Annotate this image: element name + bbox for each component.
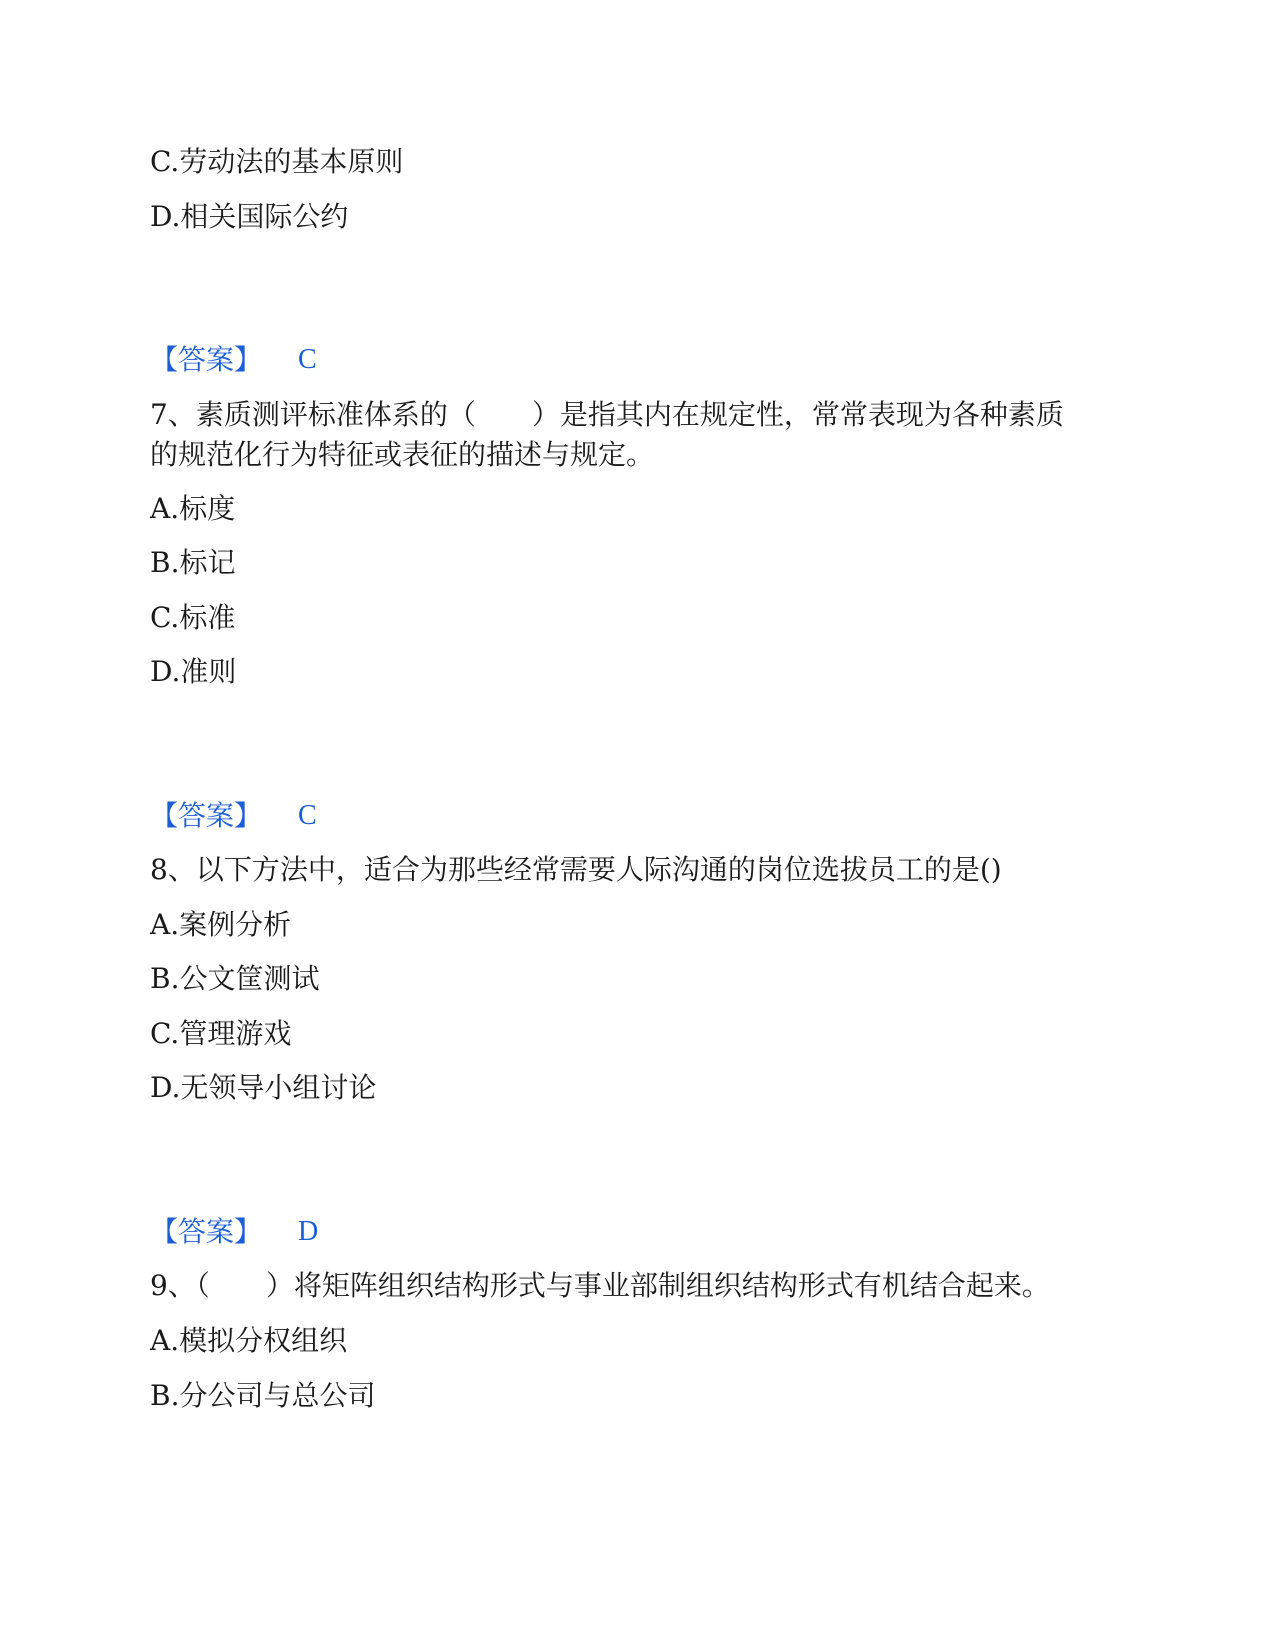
q7-stem-line2: 的规范化行为特征或表征的描述与规定。 bbox=[150, 438, 655, 471]
answer-value: D bbox=[298, 1216, 319, 1247]
answer-label: 【答案】 bbox=[150, 1215, 263, 1248]
q6-option-c: C.劳动法的基本原则 bbox=[150, 145, 404, 178]
q7-stem-line1: 7、素质测评标准体系的（ ）是指其内在规定性，常常表现为各种素质 bbox=[150, 398, 1064, 431]
q8-option-a: A.案例分析 bbox=[150, 908, 292, 941]
q7-answer bbox=[150, 794, 317, 838]
q7-option-d: D.准则 bbox=[150, 655, 237, 688]
answer-value: C bbox=[298, 344, 317, 375]
answer-label: 【答案】 bbox=[150, 343, 263, 376]
q9-option-b: B.分公司与总公司 bbox=[150, 1379, 376, 1412]
q9-option-a: A.模拟分权组织 bbox=[150, 1324, 348, 1357]
q8-option-b: B.公文筐测试 bbox=[150, 962, 320, 995]
q8-answer bbox=[150, 1210, 319, 1254]
q8-stem: 8、以下方法中，适合为那些经常需要人际沟通的岗位选拔员工的是() bbox=[150, 853, 1002, 886]
q8-option-d: D.无领导小组讨论 bbox=[150, 1071, 377, 1104]
q7-option-a: A.标度 bbox=[150, 492, 236, 525]
q8-option-c: C.管理游戏 bbox=[150, 1017, 292, 1050]
q6-option-d: D.相关国际公约 bbox=[150, 200, 349, 233]
q7-option-b: B.标记 bbox=[150, 546, 236, 579]
answer-value: C bbox=[298, 800, 317, 831]
q7-option-c: C.标准 bbox=[150, 601, 236, 634]
q6-answer bbox=[150, 338, 317, 382]
answer-label: 【答案】 bbox=[150, 799, 263, 832]
q9-stem: 9、（ ）将矩阵组织结构形式与事业部制组织结构形式有机结合起来。 bbox=[150, 1269, 1050, 1302]
